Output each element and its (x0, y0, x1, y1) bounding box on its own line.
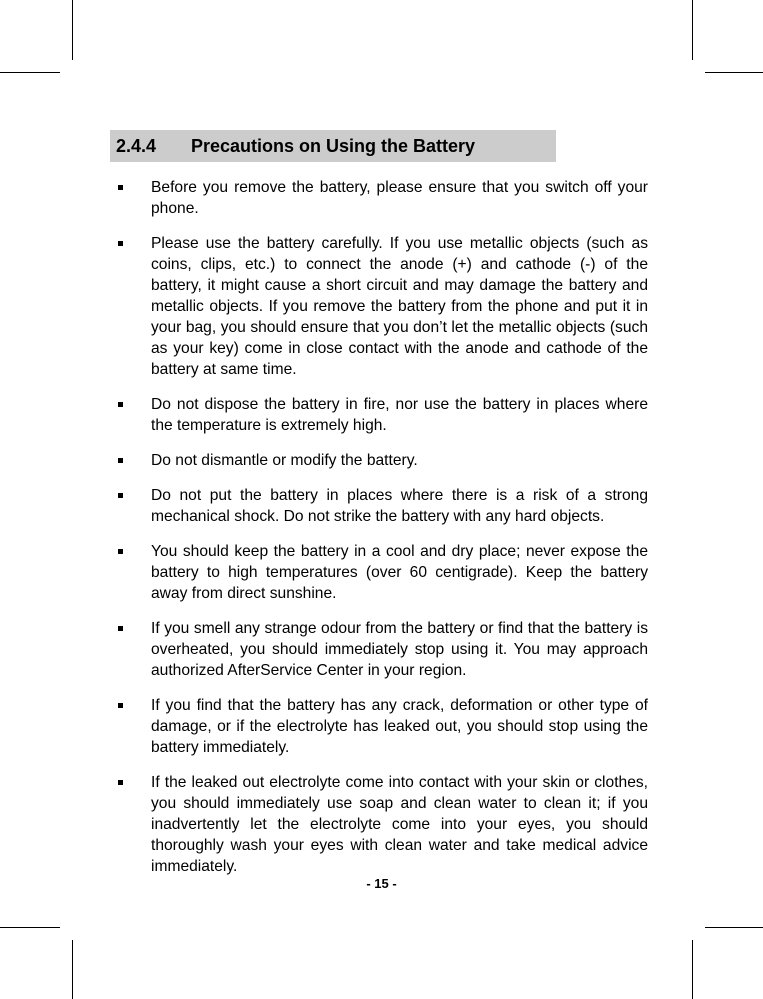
list-item-text: Do not dispose the battery in fire, nor use the battery in places where the temperature is extremely high. (151, 396, 648, 434)
list-item (114, 772, 648, 877)
crop-mark-bottom-left-horizontal (0, 927, 60, 928)
bullet-square-icon (118, 241, 123, 246)
crop-mark-bottom-right-horizontal (705, 927, 763, 928)
precautions-list (114, 177, 648, 877)
list-item-text: If you smell any strange odour from the battery or find that the battery is overheated, you should immediately stop using it. You may approach authorized AfterService Center in your region. (151, 620, 648, 679)
bullet-square-icon (118, 703, 123, 708)
crop-mark-bottom-left-vertical (72, 940, 73, 999)
crop-mark-top-left-horizontal (0, 72, 60, 73)
list-item-text: Before you remove the battery, please ensure that you switch off your phone. (151, 179, 648, 217)
bullet-square-icon (118, 185, 123, 190)
list-item (114, 618, 648, 681)
crop-mark-top-right-horizontal (705, 72, 763, 73)
section-title: Precautions on Using the Battery (191, 136, 476, 156)
list-item (114, 695, 648, 758)
list-item-text: If you find that the battery has any crack, deformation or other type of damage, or if the electrolyte has leaked out, you should stop using the battery immediately. (151, 697, 648, 756)
bullet-square-icon (118, 626, 123, 631)
crop-mark-top-right-vertical (692, 0, 693, 60)
bullet-square-icon (118, 493, 123, 498)
section-number: 2.4.4 (116, 136, 157, 156)
list-item-text: Please use the battery carefully. If you use metallic objects (such as coins, clips, etc.) to connect the anode (+) and cathode (-) of the battery, it might cause a short circuit and may damage the battery and metallic objects. If you remove the battery from the phone and put it in your bag, you should ensure that you don’t let the metallic objects (such as your key) come in close contact with the anode and cathode of the battery at same time. (151, 235, 648, 378)
list-item (114, 177, 648, 219)
list-item (114, 485, 648, 527)
bullet-square-icon (118, 402, 123, 407)
list-item (114, 541, 648, 604)
list-item-text: Do not put the battery in places where there is a risk of a strong mechanical shock. Do not strike the battery with any hard objects. (151, 487, 648, 525)
list-item (114, 394, 648, 436)
bullet-square-icon (118, 549, 123, 554)
bullet-square-icon (118, 458, 123, 463)
section-heading (110, 130, 556, 162)
list-item (114, 233, 648, 380)
list-item-text: Do not dismantle or modify the battery. (151, 452, 418, 469)
bullet-square-icon (118, 780, 123, 785)
crop-mark-top-left-vertical (72, 0, 73, 60)
page-number: - 15 - (366, 876, 397, 891)
list-item-text: If the leaked out electrolyte come into contact with your skin or clothes, you should immediately use soap and clean water to clean it; if you inadvertently let the electrolyte come into your eyes, you should thoroughly wash your eyes with clean water and take medical advice immediately. (151, 774, 648, 875)
crop-mark-bottom-right-vertical (692, 940, 693, 999)
list-item (114, 450, 648, 471)
list-item-text: You should keep the battery in a cool and dry place; never expose the battery to high temperatures (over 60 centigrade). Keep the battery away from direct sunshine. (151, 543, 648, 602)
